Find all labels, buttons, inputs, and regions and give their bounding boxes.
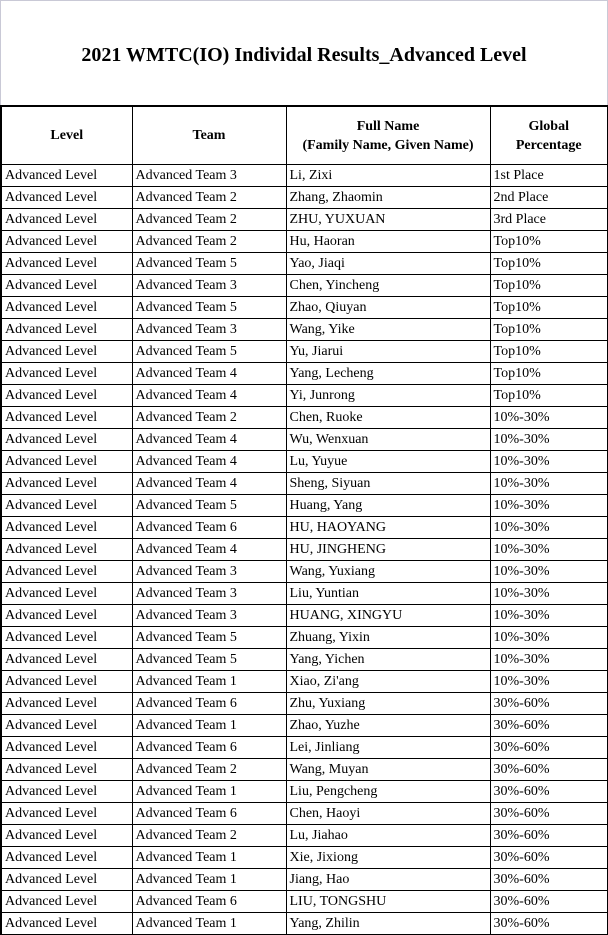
cell-team: Advanced Team 1	[132, 847, 286, 869]
cell-global-percentage: 30%-60%	[490, 759, 608, 781]
cell-global-percentage: 1st Place	[490, 165, 608, 187]
column-header-global-percentage-line1: Global	[528, 118, 569, 134]
cell-full-name: Jiang, Hao	[286, 869, 490, 891]
cell-global-percentage: 10%-30%	[490, 429, 608, 451]
cell-level: Advanced Level	[1, 891, 132, 913]
cell-level: Advanced Level	[1, 495, 132, 517]
column-header-global-percentage	[490, 106, 608, 165]
cell-full-name: Yu, Jiarui	[286, 341, 490, 363]
cell-full-name: ZHU, YUXUAN	[286, 209, 490, 231]
cell-team: Advanced Team 1	[132, 869, 286, 891]
cell-full-name: Chen, Haoyi	[286, 803, 490, 825]
cell-team: Advanced Team 4	[132, 473, 286, 495]
cell-global-percentage: Top10%	[490, 231, 608, 253]
table-row	[1, 649, 608, 671]
cell-level: Advanced Level	[1, 737, 132, 759]
table-row	[1, 407, 608, 429]
cell-team: Advanced Team 1	[132, 781, 286, 803]
cell-full-name: Yang, Lecheng	[286, 363, 490, 385]
cell-level: Advanced Level	[1, 627, 132, 649]
table-row	[1, 891, 608, 913]
cell-full-name: Xiao, Zi'ang	[286, 671, 490, 693]
cell-global-percentage: 30%-60%	[490, 693, 608, 715]
cell-full-name: Zhao, Yuzhe	[286, 715, 490, 737]
cell-full-name: Zhu, Yuxiang	[286, 693, 490, 715]
table-row	[1, 363, 608, 385]
cell-global-percentage: Top10%	[490, 253, 608, 275]
cell-global-percentage: 30%-60%	[490, 715, 608, 737]
cell-team: Advanced Team 6	[132, 737, 286, 759]
table-row	[1, 561, 608, 583]
cell-global-percentage: Top10%	[490, 385, 608, 407]
results-table	[0, 105, 608, 935]
cell-team: Advanced Team 5	[132, 341, 286, 363]
cell-full-name: HU, HAOYANG	[286, 517, 490, 539]
cell-level: Advanced Level	[1, 319, 132, 341]
cell-level: Advanced Level	[1, 209, 132, 231]
cell-full-name: Wang, Muyan	[286, 759, 490, 781]
table-row	[1, 275, 608, 297]
cell-global-percentage: Top10%	[490, 275, 608, 297]
table-row	[1, 605, 608, 627]
cell-global-percentage: Top10%	[490, 319, 608, 341]
cell-level: Advanced Level	[1, 231, 132, 253]
cell-global-percentage: 10%-30%	[490, 517, 608, 539]
cell-global-percentage: Top10%	[490, 297, 608, 319]
table-row	[1, 583, 608, 605]
cell-global-percentage: 30%-60%	[490, 847, 608, 869]
cell-team: Advanced Team 3	[132, 561, 286, 583]
table-row	[1, 781, 608, 803]
cell-team: Advanced Team 2	[132, 209, 286, 231]
table-row	[1, 737, 608, 759]
cell-level: Advanced Level	[1, 539, 132, 561]
cell-global-percentage: 10%-30%	[490, 649, 608, 671]
cell-global-percentage: 30%-60%	[490, 869, 608, 891]
cell-team: Advanced Team 3	[132, 319, 286, 341]
cell-team: Advanced Team 2	[132, 759, 286, 781]
table-row	[1, 517, 608, 539]
cell-full-name: Lei, Jinliang	[286, 737, 490, 759]
cell-level: Advanced Level	[1, 781, 132, 803]
table-row	[1, 341, 608, 363]
table-row	[1, 165, 608, 187]
cell-level: Advanced Level	[1, 451, 132, 473]
cell-level: Advanced Level	[1, 517, 132, 539]
cell-full-name: Yi, Junrong	[286, 385, 490, 407]
cell-global-percentage: 10%-30%	[490, 671, 608, 693]
cell-full-name: LIU, TONGSHU	[286, 891, 490, 913]
cell-team: Advanced Team 6	[132, 803, 286, 825]
cell-team: Advanced Team 2	[132, 825, 286, 847]
table-row	[1, 473, 608, 495]
cell-team: Advanced Team 6	[132, 693, 286, 715]
cell-full-name: Hu, Haoran	[286, 231, 490, 253]
table-row	[1, 209, 608, 231]
cell-team: Advanced Team 3	[132, 275, 286, 297]
cell-full-name: Chen, Yincheng	[286, 275, 490, 297]
cell-level: Advanced Level	[1, 759, 132, 781]
cell-team: Advanced Team 2	[132, 187, 286, 209]
cell-level: Advanced Level	[1, 363, 132, 385]
cell-team: Advanced Team 5	[132, 649, 286, 671]
cell-level: Advanced Level	[1, 671, 132, 693]
cell-global-percentage: 30%-60%	[490, 737, 608, 759]
cell-global-percentage: 10%-30%	[490, 407, 608, 429]
cell-full-name: Zhao, Qiuyan	[286, 297, 490, 319]
table-header-row	[1, 106, 608, 165]
cell-full-name: Li, Zixi	[286, 165, 490, 187]
cell-full-name: Liu, Pengcheng	[286, 781, 490, 803]
cell-full-name: Wang, Yike	[286, 319, 490, 341]
cell-level: Advanced Level	[1, 429, 132, 451]
table-row	[1, 539, 608, 561]
table-row	[1, 627, 608, 649]
table-row	[1, 253, 608, 275]
table-row	[1, 869, 608, 891]
cell-full-name: Huang, Yang	[286, 495, 490, 517]
column-header-full-name-line1: Full Name	[356, 118, 420, 134]
column-header-full-name-line2: (Family Name, Given Name)	[302, 137, 474, 153]
cell-team: Advanced Team 1	[132, 715, 286, 737]
cell-full-name: Chen, Ruoke	[286, 407, 490, 429]
cell-level: Advanced Level	[1, 869, 132, 891]
table-row	[1, 385, 608, 407]
cell-team: Advanced Team 5	[132, 495, 286, 517]
cell-team: Advanced Team 5	[132, 297, 286, 319]
cell-team: Advanced Team 6	[132, 517, 286, 539]
cell-global-percentage: 10%-30%	[490, 583, 608, 605]
cell-full-name: Zhuang, Yixin	[286, 627, 490, 649]
cell-level: Advanced Level	[1, 561, 132, 583]
cell-level: Advanced Level	[1, 473, 132, 495]
cell-level: Advanced Level	[1, 341, 132, 363]
cell-global-percentage: 10%-30%	[490, 473, 608, 495]
cell-team: Advanced Team 1	[132, 671, 286, 693]
cell-team: Advanced Team 2	[132, 231, 286, 253]
cell-full-name: Zhang, Zhaomin	[286, 187, 490, 209]
cell-global-percentage: 10%-30%	[490, 539, 608, 561]
column-header-level: Level	[1, 106, 132, 165]
title-area	[0, 0, 608, 105]
cell-full-name: Wang, Yuxiang	[286, 561, 490, 583]
column-header-team: Team	[132, 106, 286, 165]
cell-level: Advanced Level	[1, 825, 132, 847]
cell-team: Advanced Team 4	[132, 429, 286, 451]
cell-global-percentage: 2nd Place	[490, 187, 608, 209]
cell-full-name: HUANG, XINGYU	[286, 605, 490, 627]
table-row	[1, 429, 608, 451]
table-row	[1, 803, 608, 825]
cell-global-percentage: 10%-30%	[490, 605, 608, 627]
cell-team: Advanced Team 4	[132, 385, 286, 407]
cell-level: Advanced Level	[1, 693, 132, 715]
cell-global-percentage: 10%-30%	[490, 561, 608, 583]
cell-team: Advanced Team 1	[132, 913, 286, 935]
cell-level: Advanced Level	[1, 385, 132, 407]
cell-level: Advanced Level	[1, 275, 132, 297]
cell-global-percentage: 30%-60%	[490, 803, 608, 825]
cell-full-name: Lu, Yuyue	[286, 451, 490, 473]
cell-level: Advanced Level	[1, 803, 132, 825]
cell-full-name: Yang, Yichen	[286, 649, 490, 671]
cell-global-percentage: 10%-30%	[490, 627, 608, 649]
cell-level: Advanced Level	[1, 605, 132, 627]
cell-level: Advanced Level	[1, 297, 132, 319]
cell-team: Advanced Team 4	[132, 363, 286, 385]
cell-global-percentage: 30%-60%	[490, 913, 608, 935]
table-row	[1, 825, 608, 847]
table-row	[1, 187, 608, 209]
cell-level: Advanced Level	[1, 253, 132, 275]
cell-level: Advanced Level	[1, 407, 132, 429]
cell-level: Advanced Level	[1, 583, 132, 605]
cell-level: Advanced Level	[1, 913, 132, 935]
cell-full-name: Lu, Jiahao	[286, 825, 490, 847]
cell-team: Advanced Team 3	[132, 605, 286, 627]
cell-team: Advanced Team 3	[132, 165, 286, 187]
table-row	[1, 715, 608, 737]
table-row	[1, 451, 608, 473]
cell-full-name: HU, JINGHENG	[286, 539, 490, 561]
column-header-global-percentage-line2: Percentage	[515, 137, 582, 153]
cell-team: Advanced Team 2	[132, 407, 286, 429]
table-row	[1, 297, 608, 319]
cell-global-percentage: 10%-30%	[490, 495, 608, 517]
column-header-full-name	[286, 106, 490, 165]
cell-global-percentage: 30%-60%	[490, 781, 608, 803]
cell-team: Advanced Team 6	[132, 891, 286, 913]
table-row	[1, 693, 608, 715]
cell-level: Advanced Level	[1, 847, 132, 869]
cell-global-percentage: 10%-30%	[490, 451, 608, 473]
table-row	[1, 319, 608, 341]
cell-full-name: Yang, Zhilin	[286, 913, 490, 935]
table-row	[1, 913, 608, 935]
cell-full-name: Wu, Wenxuan	[286, 429, 490, 451]
table-body	[1, 165, 608, 935]
cell-full-name: Liu, Yuntian	[286, 583, 490, 605]
cell-level: Advanced Level	[1, 715, 132, 737]
table-row	[1, 847, 608, 869]
cell-level: Advanced Level	[1, 649, 132, 671]
cell-global-percentage: 30%-60%	[490, 825, 608, 847]
table-row	[1, 495, 608, 517]
table-row	[1, 759, 608, 781]
cell-global-percentage: 30%-60%	[490, 891, 608, 913]
table-row	[1, 231, 608, 253]
cell-team: Advanced Team 5	[132, 253, 286, 275]
cell-full-name: Yao, Jiaqi	[286, 253, 490, 275]
cell-team: Advanced Team 5	[132, 627, 286, 649]
cell-team: Advanced Team 4	[132, 451, 286, 473]
cell-global-percentage: Top10%	[490, 341, 608, 363]
cell-full-name: Sheng, Siyuan	[286, 473, 490, 495]
cell-team: Advanced Team 4	[132, 539, 286, 561]
cell-global-percentage: Top10%	[490, 363, 608, 385]
cell-global-percentage: 3rd Place	[490, 209, 608, 231]
table-row	[1, 671, 608, 693]
cell-team: Advanced Team 3	[132, 583, 286, 605]
page-title: 2021 WMTC(IO) Individal Results_Advanced Level	[81, 44, 527, 66]
cell-level: Advanced Level	[1, 165, 132, 187]
cell-full-name: Xie, Jixiong	[286, 847, 490, 869]
cell-level: Advanced Level	[1, 187, 132, 209]
